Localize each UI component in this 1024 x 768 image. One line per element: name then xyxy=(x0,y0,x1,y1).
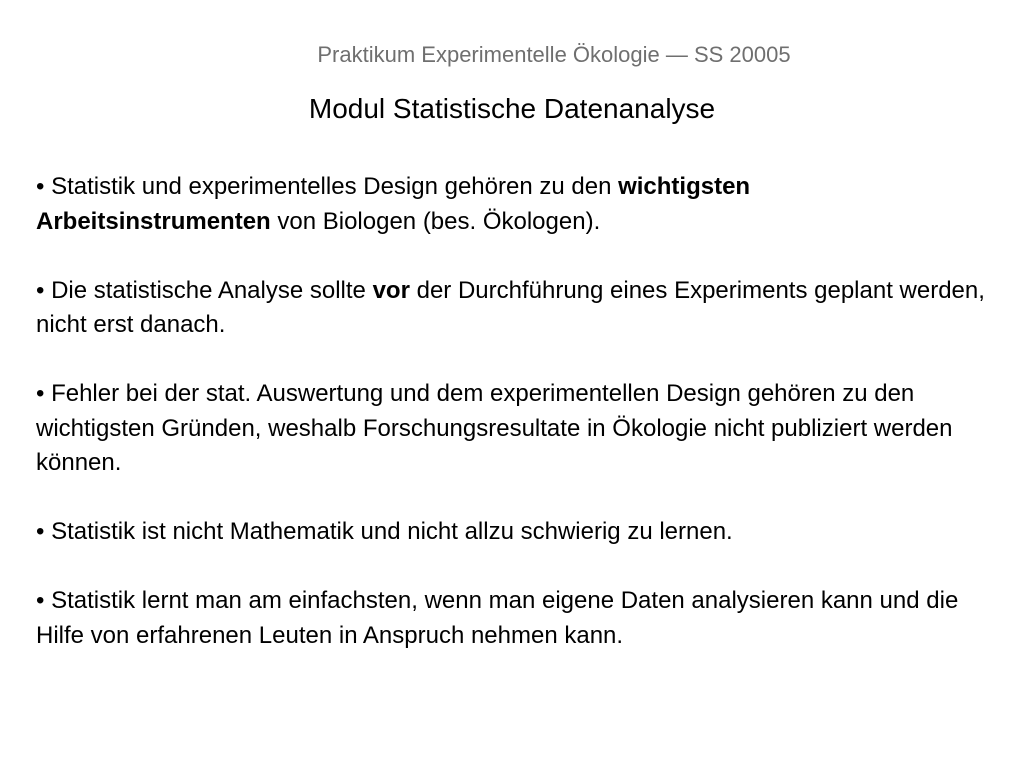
bullet-marker: • xyxy=(36,380,52,407)
bullet-text: der Durchführung eines Experiments geplant werden, nicht erst danach. xyxy=(36,276,985,338)
bullet-list xyxy=(36,170,986,688)
bullet-text: Die statistische Analyse sollte xyxy=(51,276,373,304)
bullet-item xyxy=(36,515,986,550)
course-title: Praktikum Experimentelle Ökologie — SS 20005 xyxy=(317,42,791,67)
bullet-item xyxy=(36,170,986,239)
module-title: Modul Statistische Datenanalyse xyxy=(308,93,716,124)
bullet-text: Statistik lernt man am einfachsten, wenn man eigene Daten analysieren kann und die Hilfe von erfahrenen Leuten in Anspruch nehmen kann. xyxy=(36,587,959,649)
bullet-text: von Biologen (bes. Ökologen). xyxy=(270,207,601,235)
bullet-item xyxy=(36,274,986,343)
bullet-text: Statistik und experimentelles Design gehören zu den xyxy=(51,173,619,200)
bullet-marker: • xyxy=(36,173,52,200)
bullet-marker: • xyxy=(36,587,52,614)
bullet-item xyxy=(36,584,986,653)
bullet-emphasis: vor xyxy=(372,276,410,304)
bullet-item xyxy=(36,377,986,481)
bullet-text: Statistik ist nicht Mathematik und nicht allzu schwierig zu lernen. xyxy=(51,518,733,545)
bullet-marker: • xyxy=(36,276,52,304)
bullet-emphasis: wichtigsten Arbeitsinstrumenten xyxy=(36,173,751,235)
bullet-marker: • xyxy=(36,518,52,545)
bullet-text: Fehler bei der stat. Auswertung und dem experimentellen Design gehören zu den wichtigsten Gründen, weshalb Forschungsresultate in Ökologie nicht publiziert werden können. xyxy=(36,380,953,476)
